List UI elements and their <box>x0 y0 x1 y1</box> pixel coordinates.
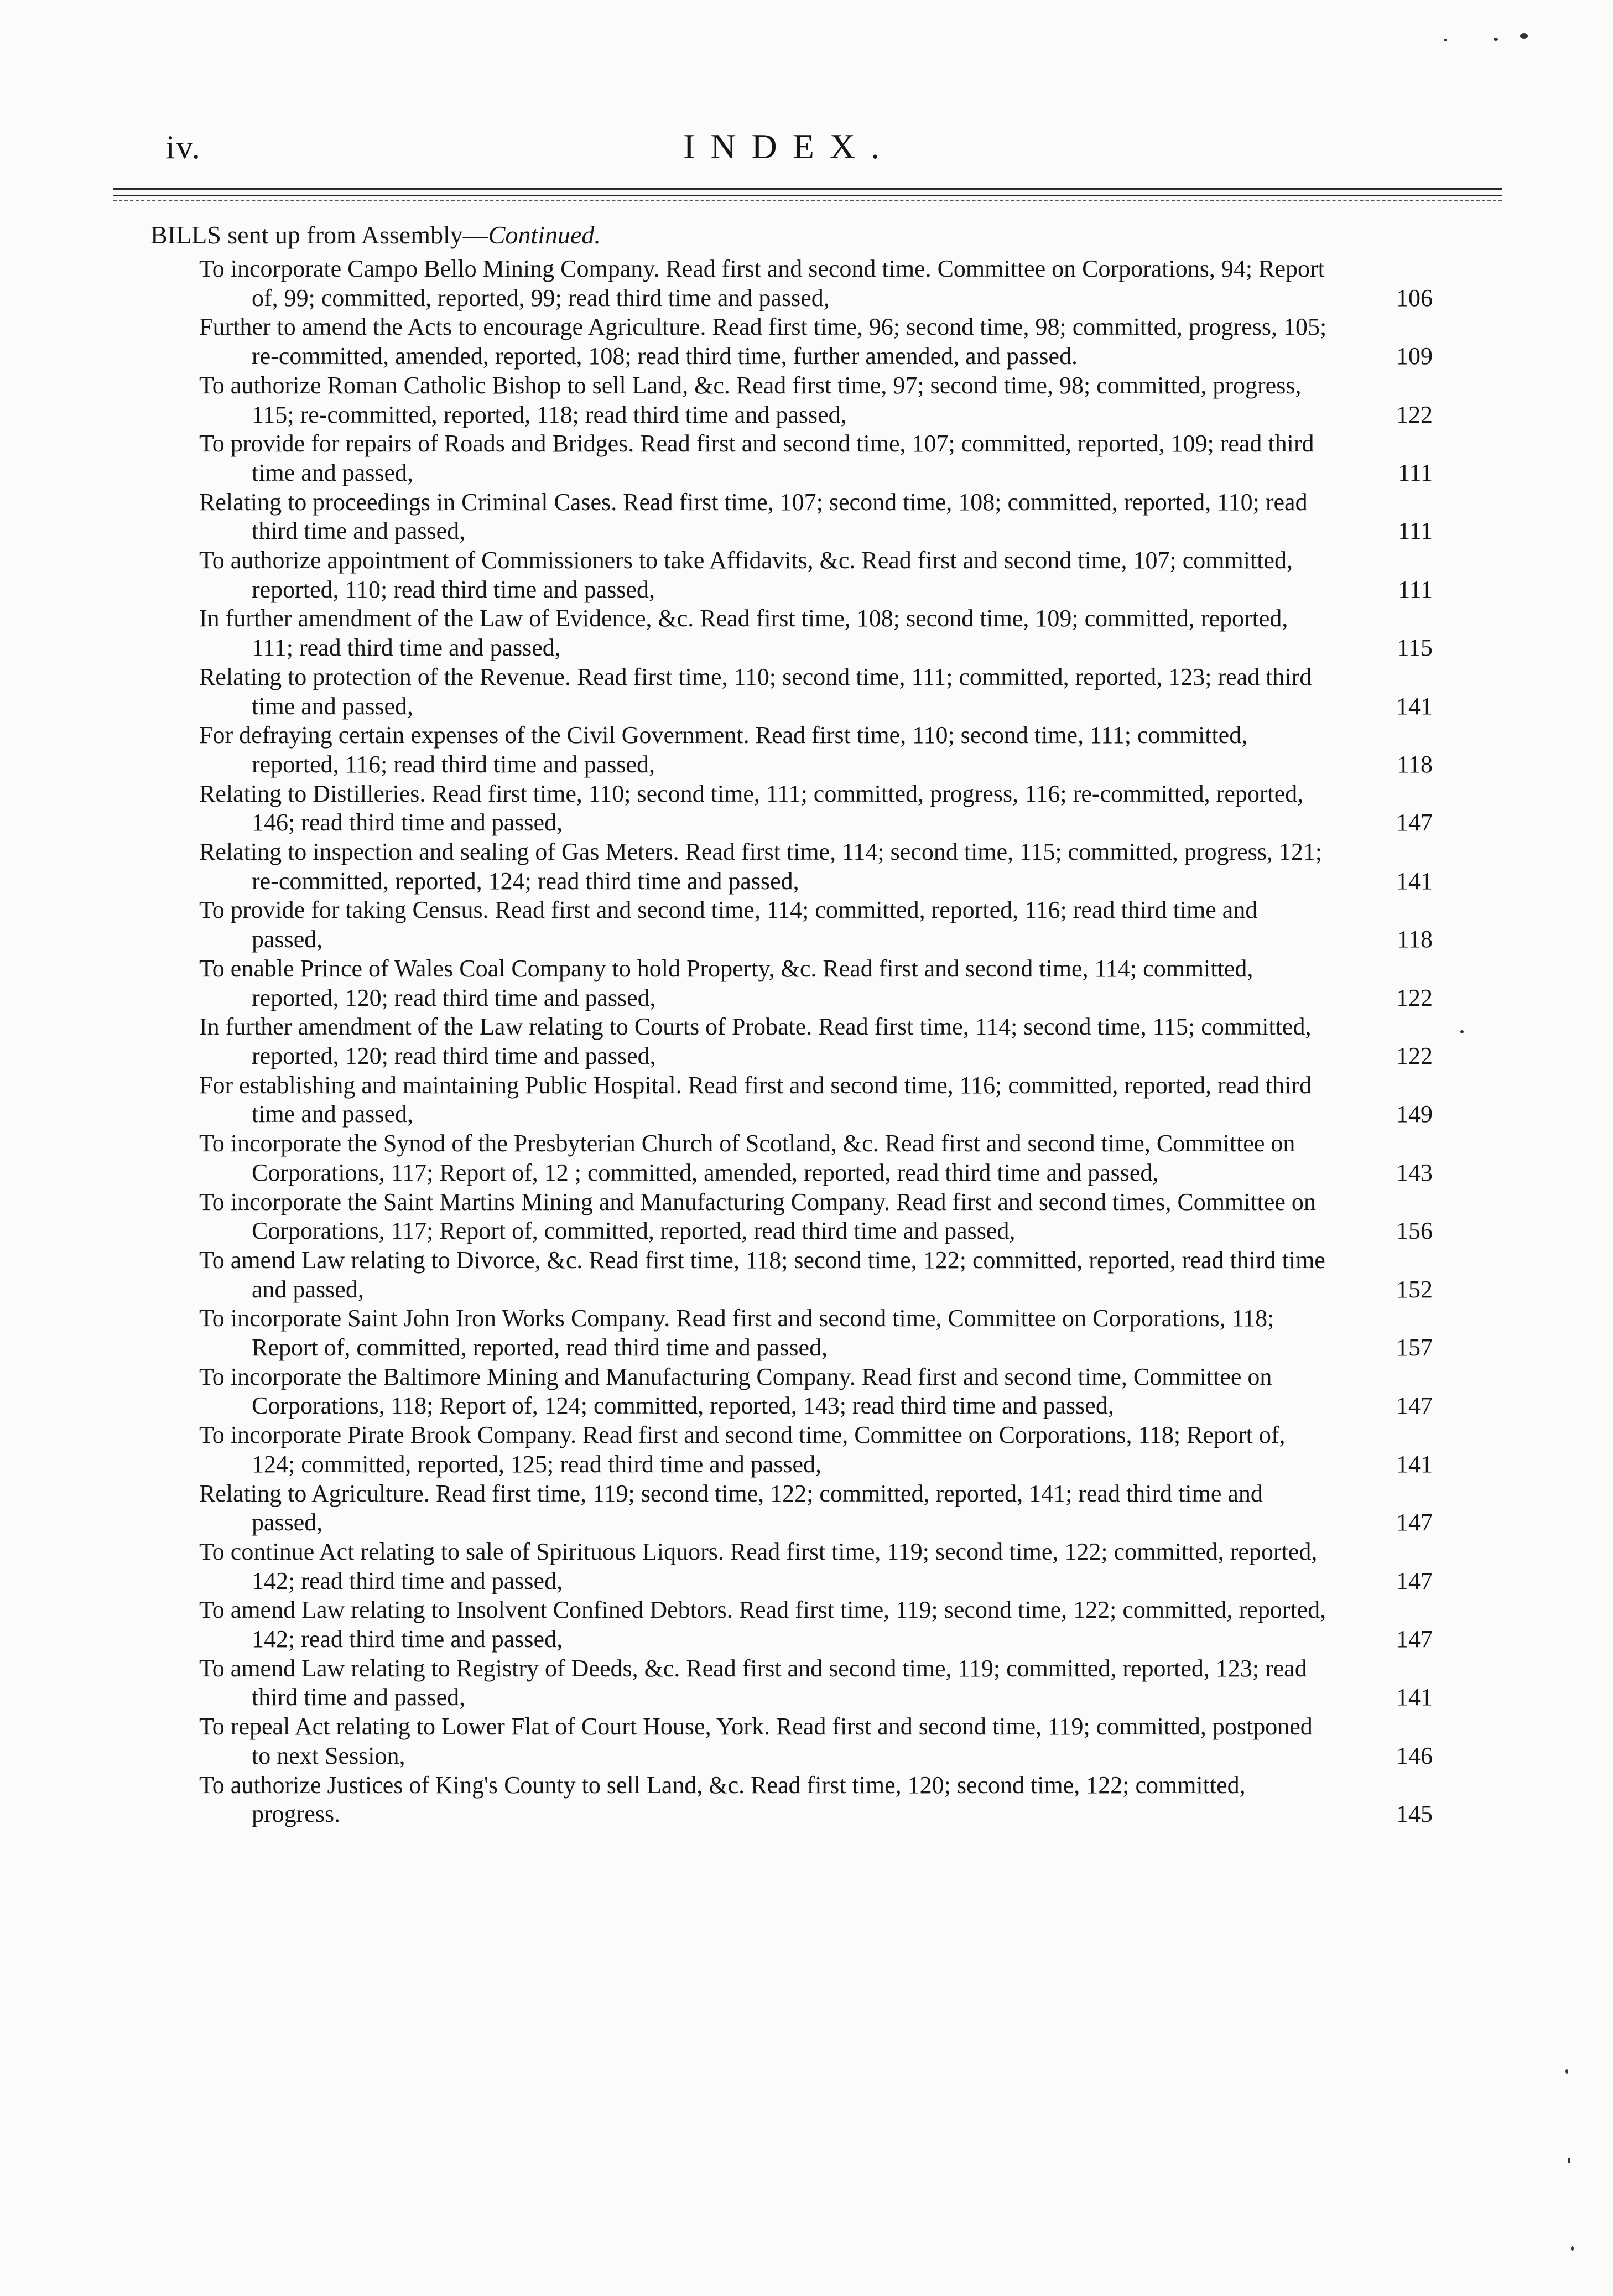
index-entry <box>199 1712 1433 1770</box>
entry-text: Relating to proceedings in Criminal Cases. Read first time, 107; second time, 108; committed, reported, 110; read third time and passed, <box>199 488 1308 545</box>
entry-page: 122 <box>1396 984 1433 1011</box>
entry-text: For defraying certain expenses of the Civil Government. Read first time, 110; second time, 111; committed, reported, 116; read third time and passed, <box>199 721 1248 778</box>
entry-page: 141 <box>1396 1450 1433 1478</box>
continued-label: Continued. <box>488 221 601 249</box>
entry-page: 145 <box>1396 1800 1433 1828</box>
entry-page: 122 <box>1396 401 1433 428</box>
index-entry <box>199 254 1433 313</box>
index-entry <box>199 896 1433 954</box>
ink-speck <box>1568 2158 1570 2163</box>
index-entry <box>199 1654 1433 1712</box>
index-entry <box>199 1537 1433 1596</box>
entry-text: To amend Law relating to Registry of Deeds, &c. Read first and second time, 119; committed, reported, 123; read third time and passed, <box>199 1654 1307 1711</box>
index-entry <box>199 1771 1433 1829</box>
ink-speck <box>1494 38 1498 41</box>
entry-text: To incorporate Campo Bello Mining Company. Read first and second time. Committee on Corporations, 94; Report of, 99; committed, reported, 99; read third time and passed, <box>199 255 1325 311</box>
header-rule <box>113 200 1502 201</box>
index-entry <box>199 1012 1433 1071</box>
section-heading <box>150 220 601 250</box>
index-entry <box>199 1479 1433 1537</box>
entry-text: To amend Law relating to Divorce, &c. Read first time, 118; second time, 122; committed, reported, read third time and passed, <box>199 1246 1325 1303</box>
index-entry <box>199 546 1433 604</box>
entry-page: 156 <box>1396 1217 1433 1245</box>
entry-text: To incorporate the Baltimore Mining and Manufacturing Company. Read first and second time, Committee on Corporations, 118; Report of, 124; committed, reported, 143; read third time and passed, <box>199 1363 1272 1420</box>
index-entry <box>199 721 1433 779</box>
entry-page: 147 <box>1396 1509 1433 1536</box>
index-entry <box>199 1596 1433 1654</box>
header-rule <box>113 195 1502 196</box>
entry-text: Further to amend the Acts to encourage Agriculture. Read first time, 96; second time, 98; committed, progress, 105; re-committed, amended, reported, 108; read third time, further amended, and passed. <box>199 313 1327 370</box>
entry-text: Relating to protection of the Revenue. Read first time, 110; second time, 111; committed, reported, 123; read third time and passed, <box>199 663 1312 720</box>
entry-page: 141 <box>1396 692 1433 720</box>
section-heading-label: BILLS sent up from Assembly— <box>150 221 488 249</box>
entry-page: 143 <box>1396 1159 1433 1186</box>
entry-page: 147 <box>1396 809 1433 837</box>
entry-text: Relating to Agriculture. Read first time, 119; second time, 122; committed, reported, 141; read third time and passed, <box>199 1479 1263 1536</box>
entry-page: 147 <box>1396 1392 1433 1420</box>
entry-page: 122 <box>1396 1042 1433 1069</box>
entry-text: To authorize Roman Catholic Bishop to sell Land, &c. Read first time, 97; second time, 98; committed, progress, 115; re-committed, reported, 118; read third time and passed, <box>199 371 1302 428</box>
index-entry <box>199 1188 1433 1246</box>
index-entry <box>199 1246 1433 1304</box>
entry-page: 152 <box>1396 1275 1433 1303</box>
entry-text: In further amendment of the Law of Evidence, &c. Read first time, 108; second time, 109; committed, reported, 111; read third time and passed, <box>199 605 1288 662</box>
entry-page: 141 <box>1396 1684 1433 1711</box>
entry-text: To provide for repairs of Roads and Bridges. Read first and second time, 107; committed, reported, 109; read third time and passed, <box>199 430 1314 486</box>
entry-page: 146 <box>1396 1742 1433 1769</box>
entry-page: 118 <box>1397 750 1433 778</box>
ink-speck <box>1444 39 1447 41</box>
entry-page: 111 <box>1398 575 1433 603</box>
entry-text: Relating to inspection and sealing of Gas Meters. Read first time, 114; second time, 115; committed, progress, 121; re-committed, reported, 124; read third time and passed, <box>199 838 1323 895</box>
index-entry <box>199 1363 1433 1421</box>
entry-text: To enable Prince of Wales Coal Company to hold Property, &c. Read first and second time, 114; committed, reported, 120; read third time and passed, <box>199 954 1253 1011</box>
entry-page: 111 <box>1398 459 1433 486</box>
entry-text: To incorporate Saint John Iron Works Company. Read first and second time, Committee on Corporations, 118; Report of, committed, reported, read third time and passed, <box>199 1305 1274 1362</box>
entry-text: To amend Law relating to Insolvent Confined Debtors. Read first time, 119; second time, 122; committed, reported, 142; read third time and passed, <box>199 1596 1326 1653</box>
entry-page: 115 <box>1397 634 1433 662</box>
index-entries <box>199 254 1433 1829</box>
entry-page: 111 <box>1398 517 1433 545</box>
index-entry <box>199 1421 1433 1479</box>
index-entry <box>199 1071 1433 1129</box>
entry-text: To authorize Justices of King's County to sell Land, &c. Read first time, 120; second time, 122; committed, progress. <box>199 1771 1246 1828</box>
ink-speck <box>1460 1030 1464 1033</box>
entry-page: 149 <box>1396 1100 1433 1128</box>
entry-text: To continue Act relating to sale of Spirituous Liquors. Read first time, 119; second time, 122; committed, reported, 142; read third time and passed, <box>199 1537 1318 1594</box>
entry-text: To incorporate the Saint Martins Mining and Manufacturing Company. Read first and second times, Committee on Corporations, 117; Report of, committed, reported, read third time and passed, <box>199 1188 1316 1245</box>
index-entry <box>199 371 1433 429</box>
entry-page: 109 <box>1396 342 1433 370</box>
index-entry <box>199 1129 1433 1187</box>
entry-text: To authorize appointment of Commissioners to take Affidavits, &c. Read first and second time, 107; committed, reported, 110; read third time and passed, <box>199 547 1293 603</box>
entry-text: For establishing and maintaining Public Hospital. Read first and second time, 116; committed, reported, read third time and passed, <box>199 1071 1312 1128</box>
index-entry <box>199 780 1433 838</box>
entry-page: 141 <box>1396 867 1433 895</box>
index-entry <box>199 954 1433 1012</box>
index-entry <box>199 838 1433 896</box>
page-number: iv. <box>166 129 201 165</box>
entry-text: Relating to Distilleries. Read first time, 110; second time, 111; committed, progress, 116; re-committed, reported, 146; read third time and passed, <box>199 780 1304 837</box>
entry-page: 147 <box>1396 1567 1433 1594</box>
entry-page: 147 <box>1396 1625 1433 1653</box>
entry-text: To repeal Act relating to Lower Flat of Court House, York. Read first and second time, 119; committed, postponed to next Session, <box>199 1713 1313 1769</box>
index-entry <box>199 488 1433 546</box>
ink-speck <box>1571 2246 1574 2251</box>
entry-page: 118 <box>1397 926 1433 953</box>
index-entry <box>199 313 1433 371</box>
ink-speck <box>1565 2069 1568 2074</box>
page-title: INDEX. <box>683 127 896 166</box>
entry-page: 157 <box>1396 1334 1433 1362</box>
index-entry <box>199 663 1433 721</box>
entry-text: To incorporate Pirate Brook Company. Read first and second time, Committee on Corporations, 118; Report of, 124; committed, reported, 125; read third time and passed, <box>199 1421 1286 1478</box>
index-entry <box>199 1304 1433 1362</box>
entry-text: To provide for taking Census. Read first and second time, 114; committed, reported, 116; read third time and passed, <box>199 896 1258 953</box>
header-rule <box>113 188 1502 190</box>
entry-text: In further amendment of the Law relating to Courts of Probate. Read first time, 114; second time, 115; committed, reported, 120; read third time and passed, <box>199 1013 1312 1069</box>
index-entry <box>199 429 1433 487</box>
entry-text: To incorporate the Synod of the Presbyterian Church of Scotland, &c. Read first and second time, Committee on Corporations, 117; Report of, 12 ; committed, amended, reported, read third time and passed, <box>199 1130 1295 1186</box>
entry-page: 106 <box>1396 284 1433 311</box>
ink-speck <box>1520 33 1528 39</box>
index-entry <box>199 604 1433 662</box>
